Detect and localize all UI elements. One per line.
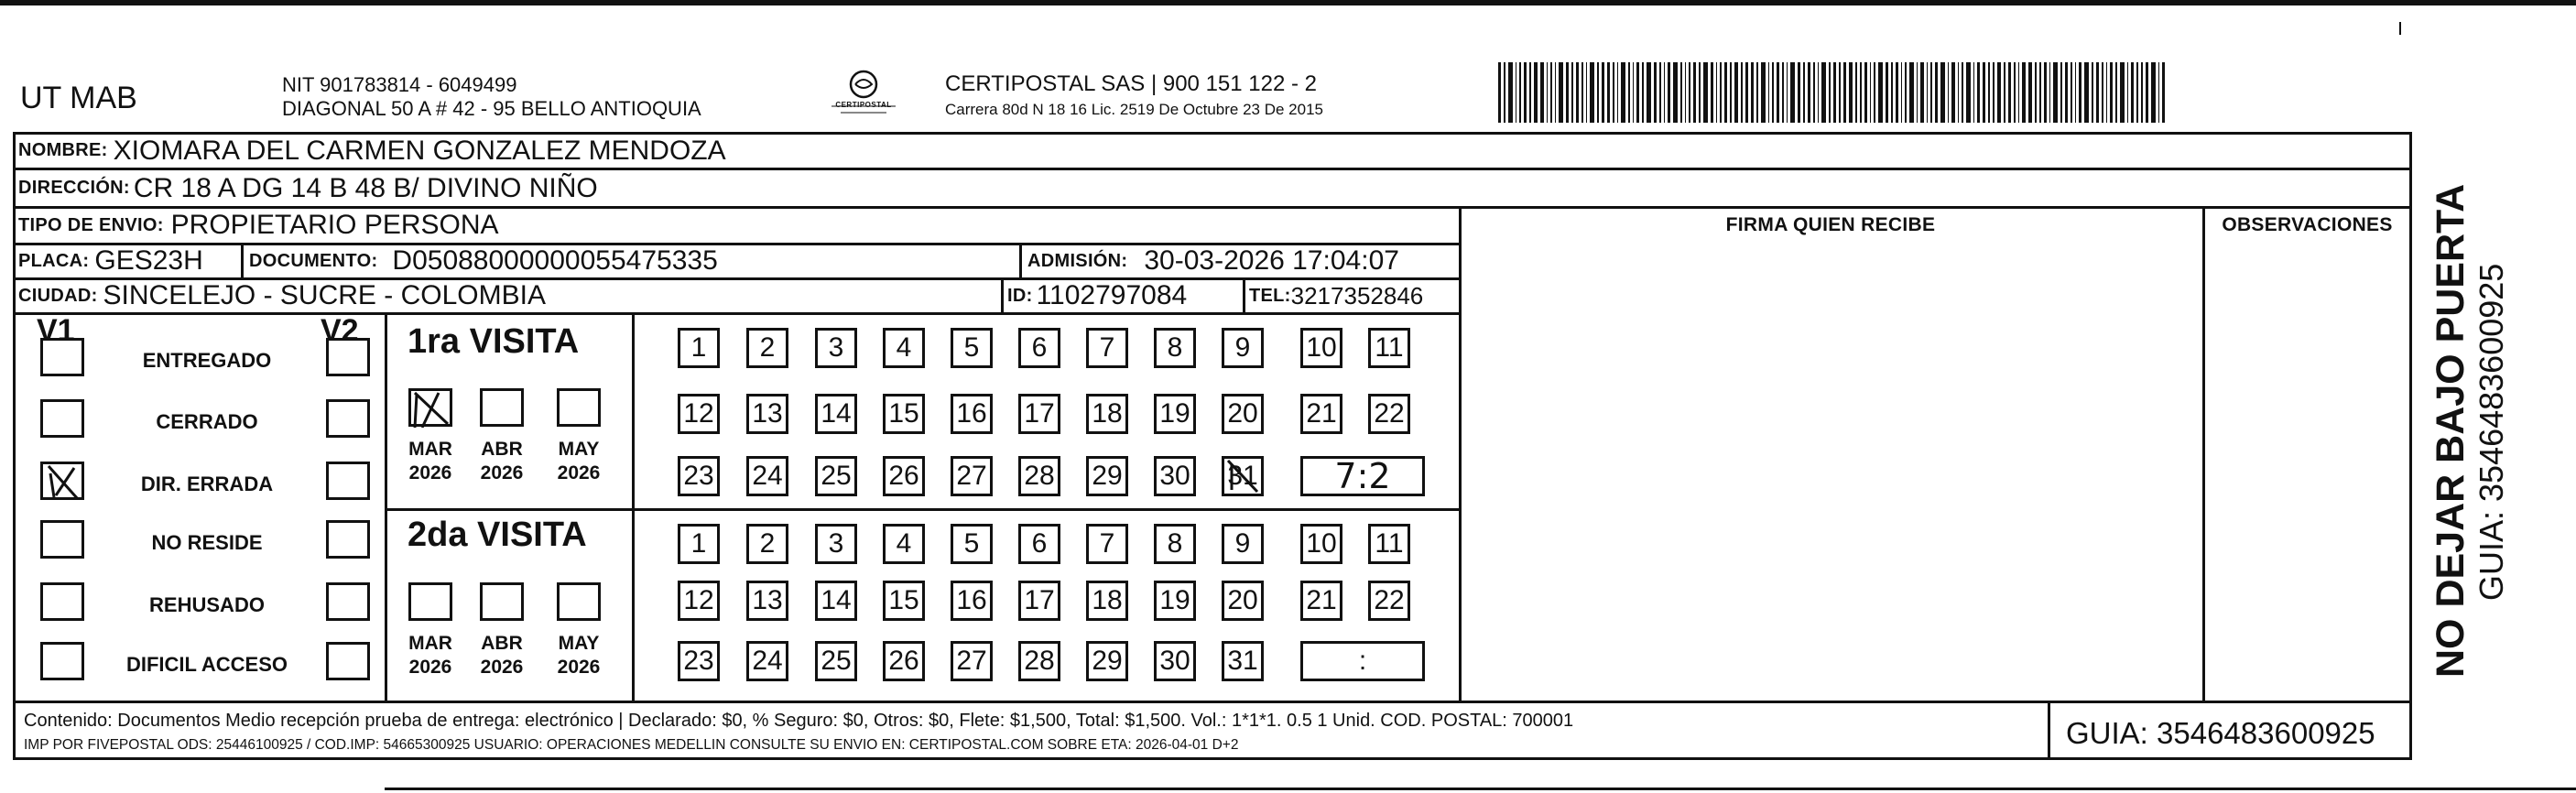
company-address: DIAGONAL 50 A # 42 - 95 BELLO ANTIOQUIA bbox=[282, 97, 701, 120]
day-box[interactable]: 16 bbox=[951, 394, 993, 434]
status-label: DIFICIL ACCESO bbox=[125, 653, 288, 676]
day-box[interactable]: 9 bbox=[1222, 328, 1264, 368]
month-checkbox[interactable] bbox=[557, 582, 601, 621]
day-box[interactable]: 2 bbox=[746, 328, 788, 368]
status-label: DIR. ERRADA bbox=[140, 473, 274, 495]
month-checkbox[interactable] bbox=[480, 388, 524, 427]
day-box[interactable]: 24 bbox=[746, 456, 788, 496]
status-label: CERRADO bbox=[156, 410, 258, 433]
tel-label: TEL: bbox=[1249, 285, 1291, 306]
time-box[interactable]: : bbox=[1300, 641, 1425, 681]
day-box[interactable]: 22 bbox=[1368, 581, 1410, 621]
status-label: ENTREGADO bbox=[142, 349, 272, 372]
carrier-license: Carrera 80d N 18 16 Lic. 2519 De Octubre 23 De 2015 bbox=[945, 101, 1323, 118]
day-box[interactable]: 5 bbox=[951, 328, 993, 368]
day-box[interactable]: 23 bbox=[678, 456, 720, 496]
day-box[interactable]: 23 bbox=[678, 641, 720, 681]
day-box[interactable]: 14 bbox=[815, 581, 857, 621]
day-box[interactable]: 19 bbox=[1154, 581, 1196, 621]
day-box[interactable]: 22 bbox=[1368, 394, 1410, 434]
nombre-label: NOMBRE: bbox=[18, 140, 108, 160]
v2-checkbox[interactable] bbox=[326, 399, 370, 438]
day-box[interactable]: 13 bbox=[746, 394, 788, 434]
carrier-name: CERTIPOSTAL SAS | 900 151 122 - 2 bbox=[945, 71, 1317, 96]
nombre-value: XIOMARA DEL CARMEN GONZALEZ MENDOZA bbox=[113, 135, 726, 166]
barcode bbox=[1498, 62, 2231, 123]
day-box[interactable]: 28 bbox=[1018, 641, 1060, 681]
day-box[interactable]: 30 bbox=[1154, 641, 1196, 681]
v2-checkbox[interactable] bbox=[326, 338, 370, 376]
day-box[interactable]: 14 bbox=[815, 394, 857, 434]
tipo-value: PROPIETARIO PERSONA bbox=[170, 210, 499, 240]
day-box[interactable]: 3 bbox=[815, 328, 857, 368]
day-box[interactable]: 21 bbox=[1300, 394, 1342, 434]
day-box[interactable]: 30 bbox=[1154, 456, 1196, 496]
footer-contenido: Contenido: Documentos Medio recepción prueba de entrega: electrónico | Declarado: $0, % Seguro: $0, Otros: $0, Flete: $1,500, Total: $1,500. Vol.: 1*1*1. 0.5 1 Unid. COD. POSTAL: 700001 bbox=[24, 711, 1574, 731]
v2-checkbox[interactable] bbox=[326, 642, 370, 680]
month-label: MAR 2026 bbox=[408, 439, 452, 483]
day-box[interactable]: 26 bbox=[883, 641, 925, 681]
status-label: NO RESIDE bbox=[151, 531, 263, 554]
v1-checkbox[interactable] bbox=[40, 399, 84, 438]
placa-value: GES23H bbox=[94, 245, 203, 276]
v1-checkbox[interactable] bbox=[40, 642, 84, 680]
day-box[interactable]: 8 bbox=[1154, 328, 1196, 368]
day-box[interactable]: 29 bbox=[1086, 456, 1128, 496]
month-label: MAY 2026 bbox=[557, 439, 601, 483]
day-box[interactable]: 4 bbox=[883, 524, 925, 564]
v2-checkbox[interactable] bbox=[326, 520, 370, 559]
day-box[interactable]: 8 bbox=[1154, 524, 1196, 564]
day-box[interactable]: 15 bbox=[883, 394, 925, 434]
nombre-row bbox=[18, 134, 726, 168]
firma-header bbox=[1459, 208, 2202, 243]
day-box[interactable]: 6 bbox=[1018, 328, 1060, 368]
v1-header: V1 bbox=[37, 313, 75, 348]
ciudad-cell bbox=[18, 279, 546, 312]
admision-cell bbox=[1027, 244, 1399, 277]
day-box[interactable]: 12 bbox=[678, 394, 720, 434]
v1-checkbox[interactable] bbox=[40, 582, 84, 621]
day-box[interactable]: 7 bbox=[1086, 524, 1128, 564]
admision-label: ADMISIÓN: bbox=[1027, 250, 1128, 271]
day-box[interactable]: 18 bbox=[1086, 394, 1128, 434]
nit: NIT 901783814 - 6049499 bbox=[282, 73, 517, 96]
day-box[interactable]: 21 bbox=[1300, 581, 1342, 621]
day-box[interactable]: 26 bbox=[883, 456, 925, 496]
day-box[interactable]: 25 bbox=[815, 641, 857, 681]
day-box[interactable]: 27 bbox=[951, 641, 993, 681]
month-checkbox[interactable] bbox=[408, 582, 452, 621]
tipo-label: TIPO DE ENVIO: bbox=[18, 214, 164, 235]
time-box[interactable]: 7:2 bbox=[1300, 456, 1425, 496]
placa-cell bbox=[18, 244, 203, 277]
first-visit-title: 1ra VISITA bbox=[408, 322, 580, 361]
day-box[interactable]: 2 bbox=[746, 524, 788, 564]
day-box[interactable]: 16 bbox=[951, 581, 993, 621]
day-box[interactable]: 10 bbox=[1300, 524, 1342, 564]
footer-guia: GUIA: 3546483600925 bbox=[2066, 716, 2375, 750]
day-box[interactable]: 4 bbox=[883, 328, 925, 368]
top-edge bbox=[0, 0, 2576, 5]
direccion-label: DIRECCIÓN: bbox=[18, 178, 130, 198]
v1-checkbox[interactable] bbox=[40, 520, 84, 559]
v2-header: V2 bbox=[321, 313, 359, 348]
corner-mark-icon bbox=[2399, 22, 2407, 35]
footer-imp: IMP POR FIVEPOSTAL ODS: 25446100925 / COD.IMP: 54665300925 USUARIO: OPERACIONES MEDELLIN CONSULTE SU ENVIO EN: CERTIPOSTAL.COM SOBRE ETA: 2026-04-01 D+2 bbox=[24, 737, 1239, 753]
company-name: UT MAB bbox=[20, 81, 137, 115]
firma-label: FIRMA QUIEN RECIBE bbox=[1725, 214, 1936, 235]
placa-label: PLACA: bbox=[18, 250, 90, 271]
tel-cell bbox=[1249, 279, 1423, 312]
day-box[interactable]: 31 bbox=[1222, 456, 1264, 496]
side-no-dejar: NO DEJAR BAJO PUERTA bbox=[2429, 183, 2473, 678]
side-guia: GUIA: 3546483600925 bbox=[2473, 263, 2510, 601]
day-box[interactable]: 17 bbox=[1018, 581, 1060, 621]
day-box[interactable]: 3 bbox=[815, 524, 857, 564]
day-box[interactable]: 7 bbox=[1086, 328, 1128, 368]
day-box[interactable]: 28 bbox=[1018, 456, 1060, 496]
ciudad-label: CIUDAD: bbox=[18, 285, 98, 306]
id-value: 1102797084 bbox=[1036, 280, 1188, 310]
day-box[interactable]: 10 bbox=[1300, 328, 1342, 368]
ciudad-value: SINCELEJO - SUCRE - COLOMBIA bbox=[103, 280, 546, 310]
month-checkbox[interactable] bbox=[408, 388, 452, 427]
second-visit-title: 2da VISITA bbox=[408, 516, 587, 554]
tel-value: 3217352846 bbox=[1290, 281, 1424, 310]
day-box[interactable]: 6 bbox=[1018, 524, 1060, 564]
month-label: MAY 2026 bbox=[557, 633, 601, 678]
day-box[interactable]: 18 bbox=[1086, 581, 1128, 621]
day-box[interactable]: 31 bbox=[1222, 641, 1264, 681]
id-label: ID: bbox=[1007, 285, 1033, 306]
day-box[interactable]: 5 bbox=[951, 524, 993, 564]
day-box[interactable]: 27 bbox=[951, 456, 993, 496]
documento-label: DOCUMENTO: bbox=[249, 250, 378, 271]
direccion-row bbox=[18, 170, 598, 206]
day-box[interactable]: 29 bbox=[1086, 641, 1128, 681]
observaciones-header bbox=[2202, 208, 2412, 243]
month-label: ABR 2026 bbox=[480, 439, 524, 483]
day-box[interactable]: 20 bbox=[1222, 581, 1264, 621]
v2-checkbox[interactable] bbox=[326, 462, 370, 500]
month-checkbox[interactable] bbox=[480, 582, 524, 621]
status-label: REHUSADO bbox=[149, 593, 265, 616]
day-box[interactable]: 11 bbox=[1368, 328, 1410, 368]
certipostal-logo-icon bbox=[822, 66, 905, 117]
month-checkbox[interactable] bbox=[557, 388, 601, 427]
day-box[interactable]: 20 bbox=[1222, 394, 1264, 434]
v1-checkbox[interactable] bbox=[40, 338, 84, 376]
documento-value: D05088000000055475335 bbox=[392, 245, 718, 276]
month-label: MAR 2026 bbox=[408, 633, 452, 678]
day-box[interactable]: 1 bbox=[678, 524, 720, 564]
logo-text: CERTIPOSTAL bbox=[835, 101, 892, 109]
day-box[interactable]: 19 bbox=[1154, 394, 1196, 434]
day-box[interactable]: 9 bbox=[1222, 524, 1264, 564]
day-box[interactable]: 1 bbox=[678, 328, 720, 368]
day-box[interactable]: 15 bbox=[883, 581, 925, 621]
day-box[interactable]: 13 bbox=[746, 581, 788, 621]
bottom-edge bbox=[385, 788, 2576, 790]
direccion-value: CR 18 A DG 14 B 48 B/ DIVINO NIÑO bbox=[133, 172, 598, 203]
month-label: ABR 2026 bbox=[480, 633, 524, 678]
day-box[interactable]: 25 bbox=[815, 456, 857, 496]
documento-cell bbox=[249, 244, 718, 277]
day-box[interactable]: 24 bbox=[746, 641, 788, 681]
day-box[interactable]: 17 bbox=[1018, 394, 1060, 434]
id-cell bbox=[1007, 279, 1187, 312]
admision-value: 30-03-2026 17:04:07 bbox=[1144, 245, 1399, 276]
v1-checkbox[interactable] bbox=[40, 462, 84, 500]
observaciones-label: OBSERVACIONES bbox=[2222, 214, 2393, 235]
day-box[interactable]: 11 bbox=[1368, 524, 1410, 564]
v2-checkbox[interactable] bbox=[326, 582, 370, 621]
tipo-row bbox=[18, 208, 499, 243]
day-box[interactable]: 12 bbox=[678, 581, 720, 621]
